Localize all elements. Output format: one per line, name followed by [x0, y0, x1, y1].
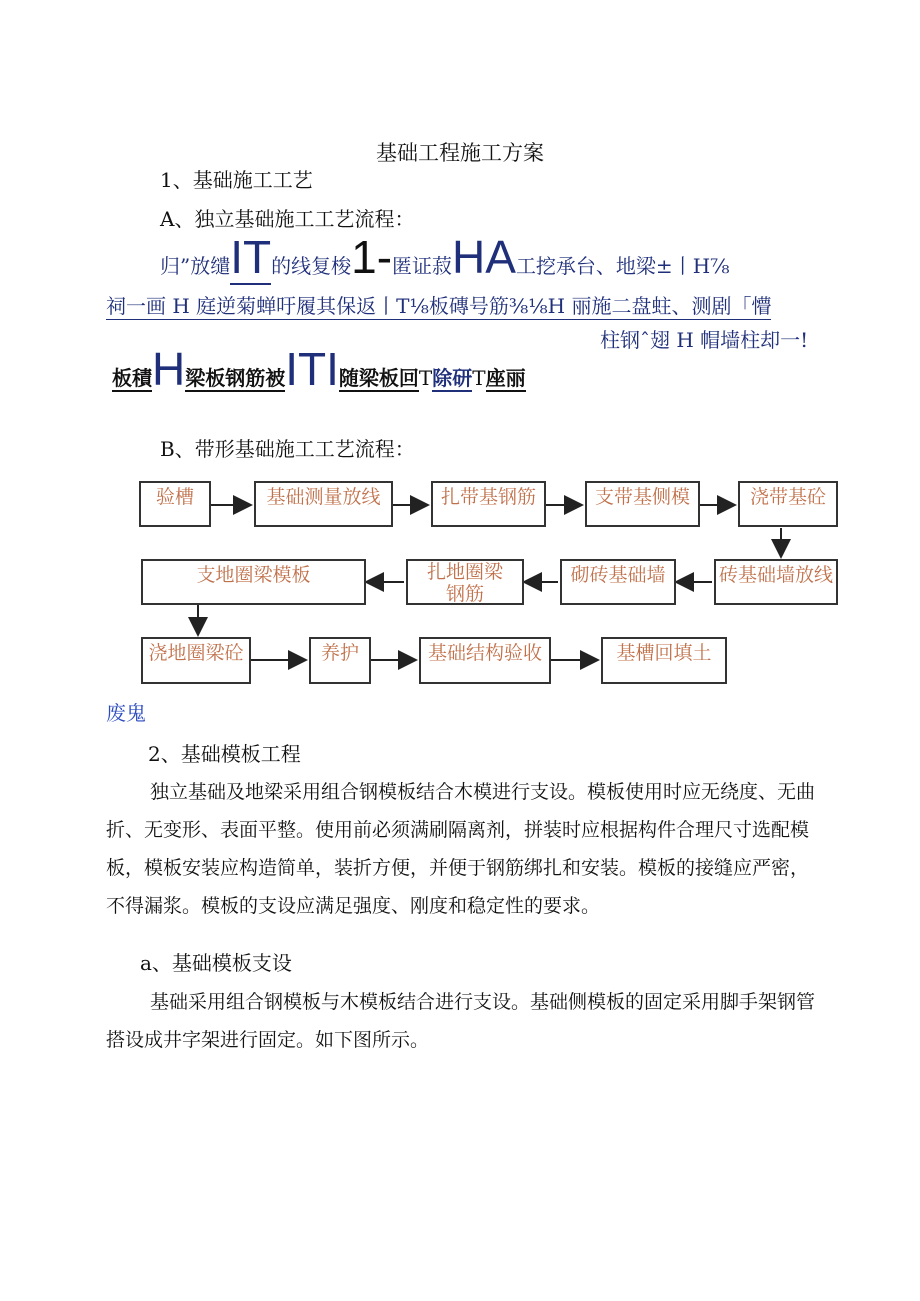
heading-section-1: 1、基础施工工艺: [160, 168, 313, 192]
flow-box-inspect-trench: 验槽: [139, 481, 211, 527]
heading-section-a: A、独立基础施工工艺流程：: [160, 207, 415, 231]
garbled-text: 梁板钢筋被: [185, 366, 286, 390]
garbled-large-text: H: [152, 343, 186, 395]
garbled-large-text: ITI: [285, 343, 339, 395]
garbled-line-3: 柱钢ˆ翅 H 帽墙柱却一!: [600, 328, 809, 352]
flow-box-ring-beam-rebar: 扎地圈梁钢筋: [406, 559, 524, 605]
flow-box-wall-layout: 砖基础墙放线: [714, 559, 838, 605]
flow-box-strip-rebar: 扎带基钢筋: [431, 481, 546, 527]
garbled-large-text: HA: [452, 231, 516, 283]
garbled-text: 归”放缱: [160, 254, 231, 278]
garbled-large-text: 1-: [351, 231, 393, 283]
garbled-text: 的线复梭: [271, 254, 352, 278]
garbled-text: 工挖承台、地梁±丨H⅞: [515, 254, 730, 278]
flow-box-pour-strip: 浇带基砼: [738, 481, 838, 527]
flow-box-ring-beam-form: 支地圈梁模板: [141, 559, 366, 605]
paragraph-formwork: 独立基础及地梁采用组合钢模板结合木模进行支设。模板使用时应无绕度、无曲折、无变形、表面平整。使用前必须满刷隔离剂，拼装时应根据构件合理尺寸选配模板，模板安装应构造简单，装折方便，并便于钢筋绑扎和安装。模板的接缝应严密，不得漏浆。模板的支设应满足强度、刚度和稳定性的要求。: [106, 781, 816, 917]
garbled-text: 随梁板回: [338, 366, 419, 390]
flow-box-brick-wall: 砌砖基础墙: [560, 559, 676, 605]
flow-box-survey-layout: 基础测量放线: [254, 481, 393, 527]
garbled-text: 匿证菽: [392, 254, 453, 278]
flow-box-acceptance: 基础结构验收: [419, 637, 551, 684]
flow-box-backfill: 基槽回填土: [601, 637, 727, 684]
document-title: 基础工程施工方案: [376, 141, 544, 165]
stray-text: 废鬼: [106, 701, 146, 725]
garbled-text: T: [472, 366, 486, 390]
garbled-text: 除研: [432, 366, 473, 390]
paragraph-formwork-support: 基础采用组合钢模板与木模板结合进行支设。基础侧模板的固定采用脚手架钢管搭设成井字架进行固定。如下图所示。: [106, 991, 816, 1051]
flow-box-strip-side-form: 支带基侧模: [585, 481, 700, 527]
heading-section-b: B、带形基础施工工艺流程：: [160, 437, 415, 461]
flow-box-pour-ring-beam: 浇地圈梁砼: [141, 637, 251, 684]
garbled-text: 板積: [112, 366, 152, 390]
heading-section-2: 2、基础模板工程: [148, 742, 301, 766]
garbled-text: T: [418, 366, 433, 390]
flow-box-curing: 养护: [309, 637, 371, 684]
garbled-text: 座丽: [485, 366, 526, 390]
garbled-line-2: 祠一画 H 庭逆菊蝉吁履其保返丨T⅛板磚号筋⅜⅛H 丽施二盘蛀、测剧「懵: [106, 290, 771, 320]
heading-section-a-lower: a、基础模板支设: [140, 951, 292, 975]
garbled-large-text: IT: [230, 231, 272, 283]
